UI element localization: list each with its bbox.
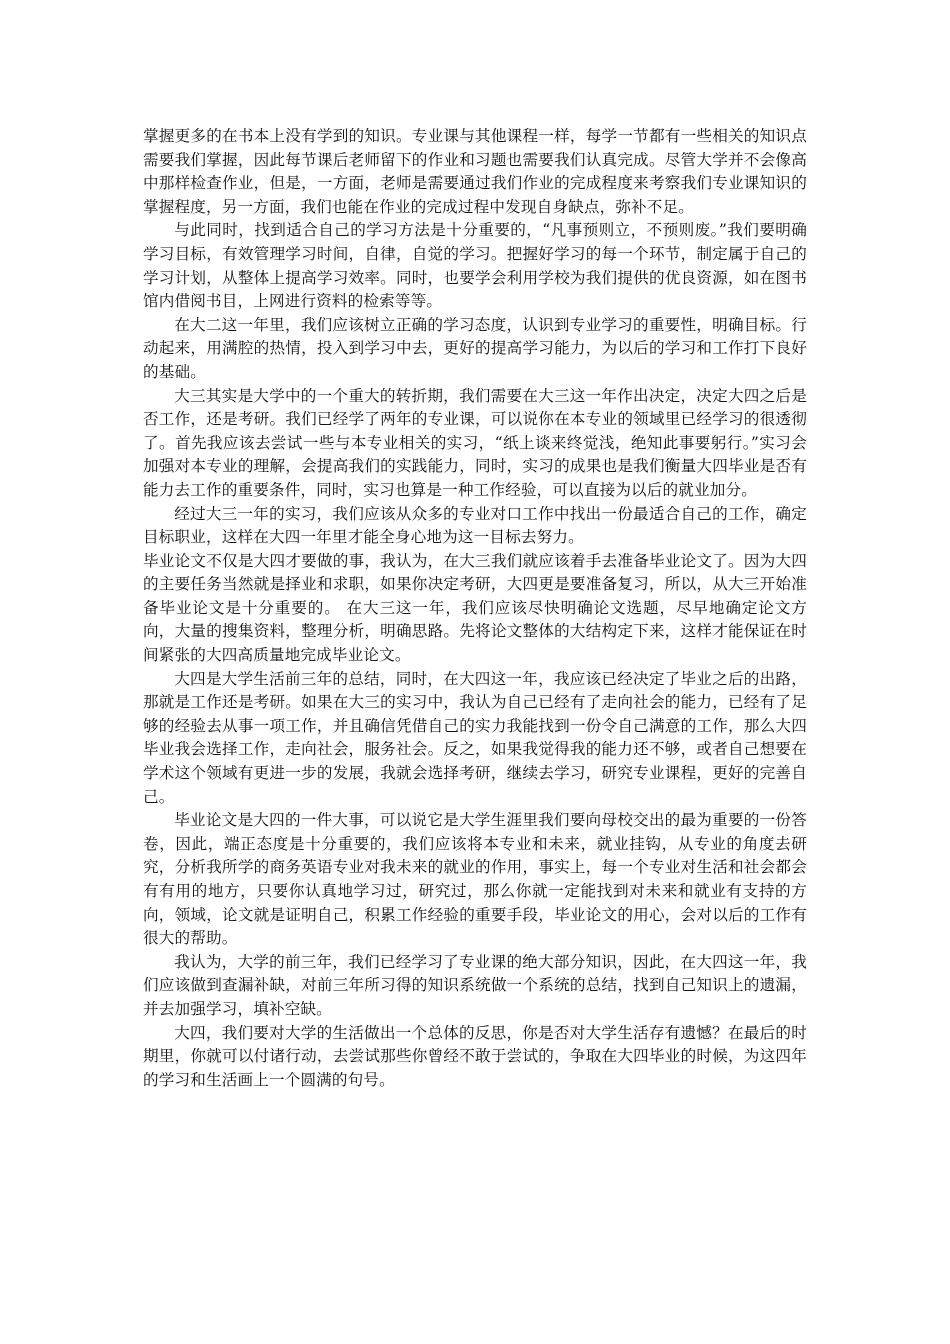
paragraph-4: 大三其实是大学中的一个重大的转折期，我们需要在大三这一年作出决定，决定大四之后是否工作，还是考研。我们已经学了两年的专业课，可以说你在本专业的领域里已经学习的很透彻了。首先我应该去尝试一些与本专业相关的实习，“纸上谈来终觉浅，绝知此事要躬行。”实习会加强对本专业的理解，会提高我们的实践能力，同时，实习的成果也是我们衡量大四毕业是否有能力去工作的重要条件，同时，实习也算是一种工作经验，可以直接为以后的就业加分。 [143,386,807,499]
paragraph-7: 大四是大学生活前三年的总结，同时，在大四这一年，我应该已经决定了毕业之后的出路，那就是工作还是考研。如果在大三的实习中，我认为自己已经有了走向社会的能力，已经有了足够的经验去从事一项工作，并且确信凭借自己的实力我能找到一份令自己满意的工作，那么大四毕业我会选择工作，走向社会，服务社会。反之，如果我觉得我的能力还不够，或者自己想要在学术这个领域有更进一步的发展，我就会选择考研，继续去学习，研究专业课程，更好的完善自己。 [143,669,807,806]
document-body [143,125,807,1092]
paragraph-3: 在大二这一年里，我们应该树立正确的学习态度，认识到专业学习的重要性，明确目标。行动起来，用满腔的热情，投入到学习中去，更好的提高学习能力，为以后的学习和工作打下良好的基础。 [143,315,807,381]
paragraph-5: 经过大三一年的实习，我们应该从众多的专业对口工作中找出一份最适合自己的工作，确定目标职业，这样在大四一年里才能全身心地为这一目标去努力。 [143,504,807,547]
paragraph-8: 毕业论文是大四的一件大事，可以说它是大学生涯里我们要向母校交出的最为重要的一份答卷，因此，端正态度是十分重要的，我们应该将本专业和未来，就业挂钩，从专业的角度去研究，分析我所学的商务英语专业对我未来的就业的作用，事实上，每一个专业对生活和社会都会有有用的地方，只要你认真地学习过，研究过，那么你就一定能找到对未来和就业有支持的方向，领域，论文就是证明自己，积累工作经验的重要手段，毕业论文的用心，会对以后的工作有很大的帮助。 [143,811,807,948]
paragraph-10: 大四，我们要对大学的生活做出一个总体的反思，你是否对大学生活存有遗憾？在最后的时期里，你就可以付诸行动，去尝试那些你曾经不敢于尝试的，争取在大四毕业的时候，为这四年的学习和生活画上一个圆满的句号。 [143,1023,807,1089]
paragraph-1: 掌握更多的在书本上没有学到的知识。专业课与其他课程一样，每学一节都有一些相关的知识点需要我们掌握，因此每节课后老师留下的作业和习题也需要我们认真完成。尽管大学并不会像高中那样检查作业，但是，一方面，老师是需要通过我们作业的完成程度来考察我们专业课知识的掌握程度，另一方面，我们也能在作业的完成过程中发现自身缺点，弥补不足。 [143,127,807,216]
paragraph-6: 毕业论文不仅是大四才要做的事，我认为，在大三我们就应该着手去准备毕业论文了。因为大四的主要任务当然就是择业和求职，如果你决定考研，大四更是要准备复习，所以，从大三开始准备毕业论文是十分重要的。 在大三这一年，我们应该尽快明确论文选题，尽早地确定论文方向，大量的搜集资料，整理分析，明确思路。先将论文整体的大结构定下来，这样才能保证在时间紧张的大四高质量地完成毕业论文。 [143,551,807,665]
paragraph-2: 与此同时，找到适合自己的学习方法是十分重要的，“凡事预则立，不预则废。”我们要明确学习目标，有效管理学习时间，自律，自觉的学习。把握好学习的每一个环节，制定属于自己的学习计划，从整体上提高学习效率。同时，也要学会利用学校为我们提供的优良资源，如在图书馆内借阅书目，上网进行资料的检索等等。 [143,221,807,311]
paragraph-9: 我认为，大学的前三年，我们已经学习了专业课的绝大部分知识，因此，在大四这一年，我们应该做到查漏补缺，对前三年所习得的知识系统做一个系统的总结，找到自己知识上的遗漏，并去加强学习，填补空缺。 [143,952,807,1018]
